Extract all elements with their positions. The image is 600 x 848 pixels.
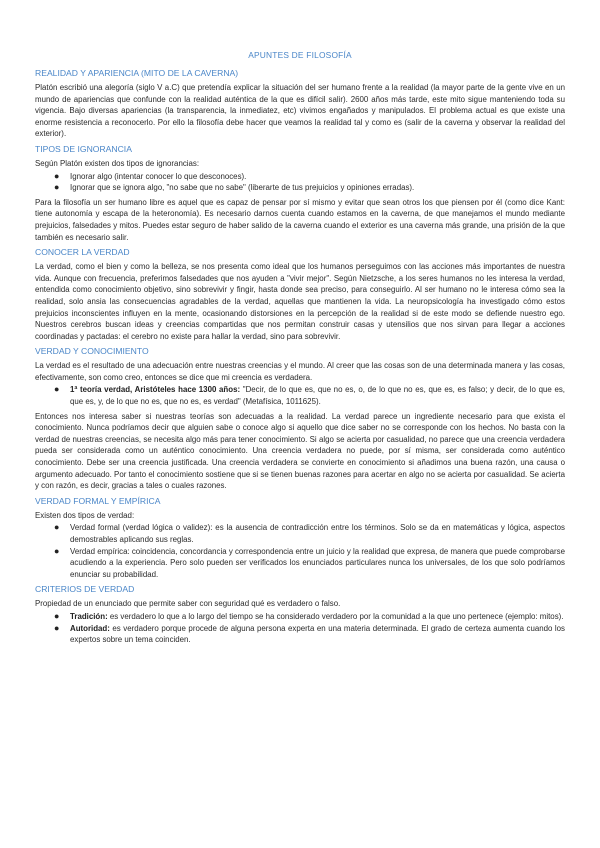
paragraph: Entonces nos interesa saber si nuestras teorías son adecuadas a la realidad. La verdad parece un ingrediente necesario para que exista el conocimiento. Nunca podríamos decir que alguien sabe o conoce algo si aquello que dice saber no se corresponde con los hechos. No basta con la verdad de nuestras creencias, se necesita algo más para tener conocimiento. Si algo se acierta por casualidad, no parece que una creencia verdadera pueda ser considerada como un auténtico conocimiento. Una creencia verdadera no puede, por sí misma, ser considerada como auténtico conocimiento. Debe ser una creencia justificada. Una creencia verdadera se convierte en conocimiento si añadimos una buena razón, una causa o argumento adecuado. Por tanto el conocimiento sostiene que si se tienen buenas razones para acertar en algo no se acierta por casualidad. Se acierta y con razón, es decir, gracias a tales o cuales razones.: [35, 411, 565, 491]
paragraph: Platón escribió una alegoría (siglo V a.C) que pretendía explicar la situación del ser humano frente a la realidad (la mayor parte de la gente vive en un mundo de apariencias que confunde con la realidad auténtica de la que es difícil salir). 2600 años más tarde, este mito sigue manteniendo toda su vigencia. Bajo diversas apariencias (la transparencia, la inmediatez, etc) vivimos engañados y manipulados. El problema actual es que existe una enorme resistencia a reconocerlo. Por ello la filosofía debe hacer que veamos la realidad tal y como es (salir de la caverna y observar la realidad del exterior).: [35, 83, 565, 139]
list-item-bold: Tradición:: [70, 611, 108, 621]
list-item-bold: 1ª teoría verdad, Aristóteles hace 1300 años:: [70, 385, 241, 395]
section-verdad-conocimiento: [35, 346, 565, 492]
list-item-text: es verdadero lo que a lo largo del tiempo se ha considerado verdadero por la comunidad a la que uno pertenece (ejemplo: mitos).: [107, 611, 564, 621]
paragraph-intro: Existen dos tipos de verdad:: [35, 510, 135, 520]
list-item-text: es verdadero porque procede de alguna persona experta en una materia determinada. El grado de certeza aumenta cuando los expertos sobre un tema coinciden.: [70, 623, 565, 645]
section-heading: TIPOS DE IGNORANCIA: [35, 143, 132, 154]
section-heading: VERDAD FORMAL Y EMPÍRICA: [35, 495, 161, 506]
section-heading: REALIDAD Y APARIENCIA (MITO DE LA CAVERNA): [35, 68, 239, 78]
section-heading: VERDAD Y CONOCIMIENTO: [35, 346, 149, 357]
section-heading: CRITERIOS DE VERDAD: [35, 584, 135, 595]
list-item-text: Ignorar que se ignora algo, "no sabe que no sabe" (liberarte de tus prejuicios y opiniones erradas).: [70, 183, 415, 193]
bullet-icon: ●: [54, 610, 60, 621]
list-item: [51, 182, 565, 194]
bullet-list: [35, 611, 565, 646]
section-verdad-formal-empirica: [35, 496, 565, 581]
list-item: [51, 623, 565, 646]
page-title: APUNTES DE FILOSOFÍA: [248, 50, 352, 60]
paragraph: La verdad, como el bien y como la belleza, se nos presenta como ideal que los humanos perseguimos con las acciones más importantes de nuestra vida. Aunque con frecuencia, preferimos falsedades que nos ayuden a "vivir mejor". Según Nietzsche, a los seres humanos no les interesa la verdad, entendida como conocimiento objetivo, sino sobrevivir y fingir, hasta donde sea preciso, para conseguirlo. Al ser humano no le interesa cómo sea la realidad, solo ansia las consecuencias agradables de la verdad, aquellas que mantienen la vida. La neuropsicología ha investigado cómo estos prejuicios inconscientes influyen en la mente, ocasionando distorsiones en la percepción de la realidad si de este modo se defiende nuestro ego. Nuestros cerebros buscan ideas y creencias compartidas que nos permitan construir casas y utensilios que nos sirvan para llegar a acciones coordinadas y pactadas: el cerebro no existe para hallar la verdad, sino para sobrevivir.: [35, 262, 565, 341]
list-item: [51, 384, 565, 407]
list-item: [51, 546, 565, 581]
bullet-list: [35, 522, 565, 580]
section-realidad-apariencia: [35, 68, 565, 140]
section-criterios-verdad: [35, 584, 565, 645]
list-item-text: "Decir, de lo que es, que no es, o, de lo que no es, que es, es falso; y decir, de lo que es, que es, y, de lo que no es, que no es, es verdad" (Metafísica, 1011625).: [70, 385, 565, 407]
list-item: [51, 522, 565, 545]
list-item-bold: Autoridad:: [70, 623, 110, 633]
list-item-text: Verdad formal (verdad lógica o validez): es la ausencia de contradicción entre los términos. Solo se da en matemáticas y lógica, aspectos demostrables aplicando sus reglas.: [70, 523, 565, 544]
paragraph-intro: Según Platón existen dos tipos de ignorancias:: [35, 158, 200, 168]
list-item: [51, 171, 565, 183]
list-item: [51, 611, 565, 623]
bullet-list: [35, 171, 565, 194]
bullet-icon: ●: [54, 384, 60, 395]
bullet-icon: ●: [54, 622, 60, 633]
paragraph-intro: La verdad es el resultado de una adecuación entre nuestras creencias y el mundo. Al creer que las cosas son de una determinada manera y las cosas, efectivamente, son como creo, entonces se dice que mi creencia es verdadera.: [35, 361, 565, 382]
paragraph-intro: Propiedad de un enunciado que permite saber con seguridad qué es verdadero o falso.: [35, 599, 341, 609]
bullet-icon: ●: [54, 545, 60, 556]
bullet-list: [35, 384, 565, 407]
bullet-icon: ●: [54, 170, 60, 181]
list-item-text: Verdad empírica: coincidencia, concordancia y correspondencia entre un juicio y la realidad que expresa, de manera que puede comprobarse acudiendo a la experiencia. Pero solo pueden ser verificados los enunciados particulares nunca los universales, de los que solo podríamos enunciar su probabilidad.: [70, 546, 565, 579]
document-page: [35, 50, 565, 650]
bullet-icon: ●: [54, 182, 60, 193]
paragraph: Para la filosofía un ser humano libre es aquel que es capaz de pensar por sí mismo y evitar que sean otros los que piensen por él (como dice Kant: tiene autonomía y escapa de la heteronomía). Es necesario darnos cuenta cuando estamos en la caverna, de que manejamos el mundo mediante prejuicios, falsedades y mitos. Puedes estar seguro de haber salido de la caverna cuando el exterior es una caverna más grande, una prisión de la que también es necesario salir.: [35, 197, 565, 242]
list-item-text: Ignorar algo (intentar conocer lo que desconoces).: [70, 171, 247, 181]
bullet-icon: ●: [54, 522, 60, 533]
section-heading: CONOCER LA VERDAD: [35, 247, 130, 258]
section-tipos-ignorancia: [35, 144, 565, 243]
section-conocer-verdad: [35, 247, 565, 342]
